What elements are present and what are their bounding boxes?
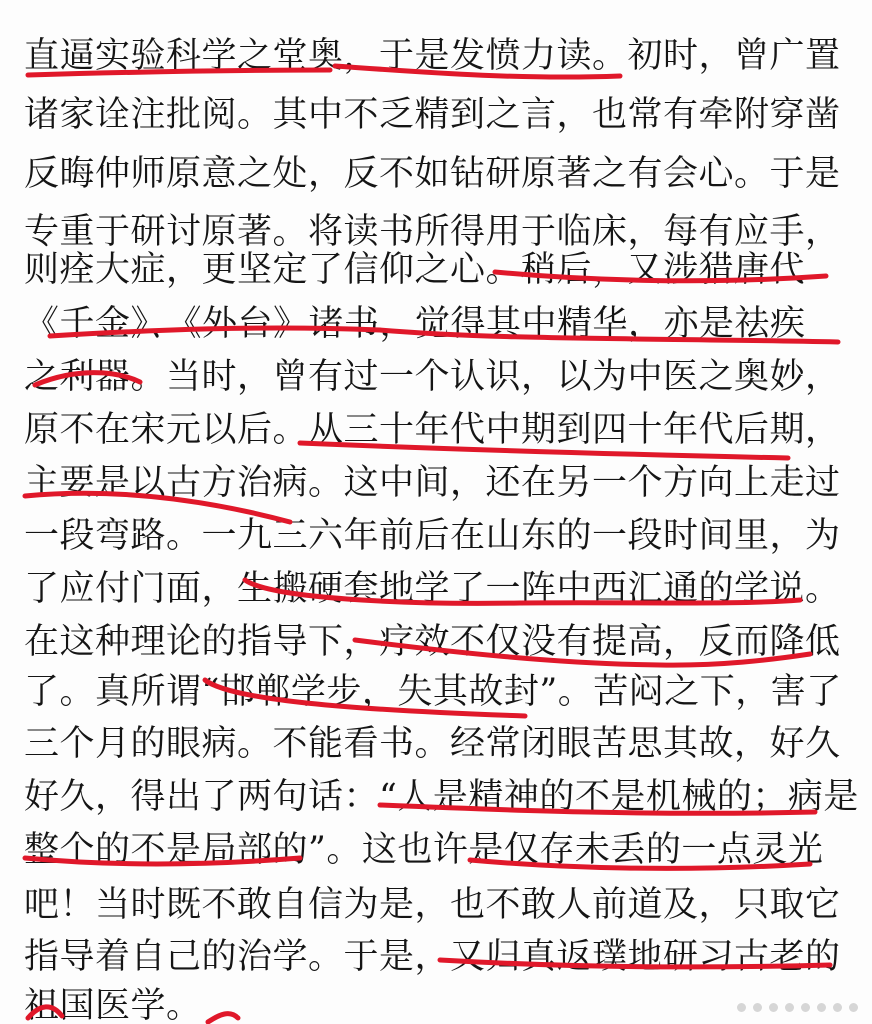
watermark-dot (833, 1003, 842, 1012)
text-line-4: 专重于研讨原著。将读书所得用于临床，每有应手， (24, 212, 841, 252)
text-line-2: 诸家诠注批阅。其中不乏精到之言，也常有牵附穿凿 (24, 95, 841, 135)
text-line-16: 整个的不是局部的”。这也许是仅存未丢的一点灵光 (24, 830, 824, 870)
text-line-9: 主要是以古方治病。这中间，还在另一个方向上走过 (24, 463, 841, 503)
watermark-dot (737, 1003, 746, 1012)
watermark-dot (849, 1003, 858, 1012)
watermark-dot (801, 1003, 810, 1012)
text-line-12: 在这种理论的指导下，疗效不仅没有提高，反而降低 (24, 622, 841, 662)
text-line-3: 反晦仲师原意之处，反不如钻研原著之有会心。于是 (24, 154, 841, 194)
text-line-10: 一段弯路。一九三六年前后在山东的一段时间里，为 (24, 516, 841, 556)
text-line-1: 直逼实验科学之堂奥，于是发愤力读。初时，曾广置 (24, 36, 841, 76)
text-line-17: 吧！当时既不敢自信为是，也不敢人前道及，只取它 (24, 885, 841, 925)
text-line-18: 指导着自己的治学。于是，又归真返璞地研习古老的 (24, 937, 841, 977)
text-line-15: 好久，得出了两句话：“人是精神的不是机械的；病是 (24, 777, 859, 817)
watermark-dot (785, 1003, 794, 1012)
text-line-6: 《千金》、《外台》诸书，觉得其中精华，亦是祛疾 (24, 304, 806, 344)
text-line-13: 了。真所谓“邯郸学步，失其故封”。苦闷之下，害了 (24, 672, 842, 712)
text-line-8: 原不在宋元以后。从三十年代中期到四十年代后期， (24, 410, 841, 450)
watermark-dot (753, 1003, 762, 1012)
text-line-14: 三个月的眼病。不能看书。经常闭眼苦思其故，好久 (24, 724, 841, 764)
text-line-5: 则痊大症，更坚定了信仰之心。稍后，又涉猎唐代 (24, 250, 806, 290)
watermark-dot (817, 1003, 826, 1012)
watermark-dots (728, 998, 858, 1016)
watermark-dot (769, 1003, 778, 1012)
text-line-7: 之利器。当时，曾有过一个认识，以为中医之奥妙， (24, 357, 841, 397)
text-line-19: 祖国医学。 (24, 986, 202, 1024)
text-line-11: 了应付门面，生搬硬套地学了一阵中西汇通的学说。 (24, 569, 841, 609)
